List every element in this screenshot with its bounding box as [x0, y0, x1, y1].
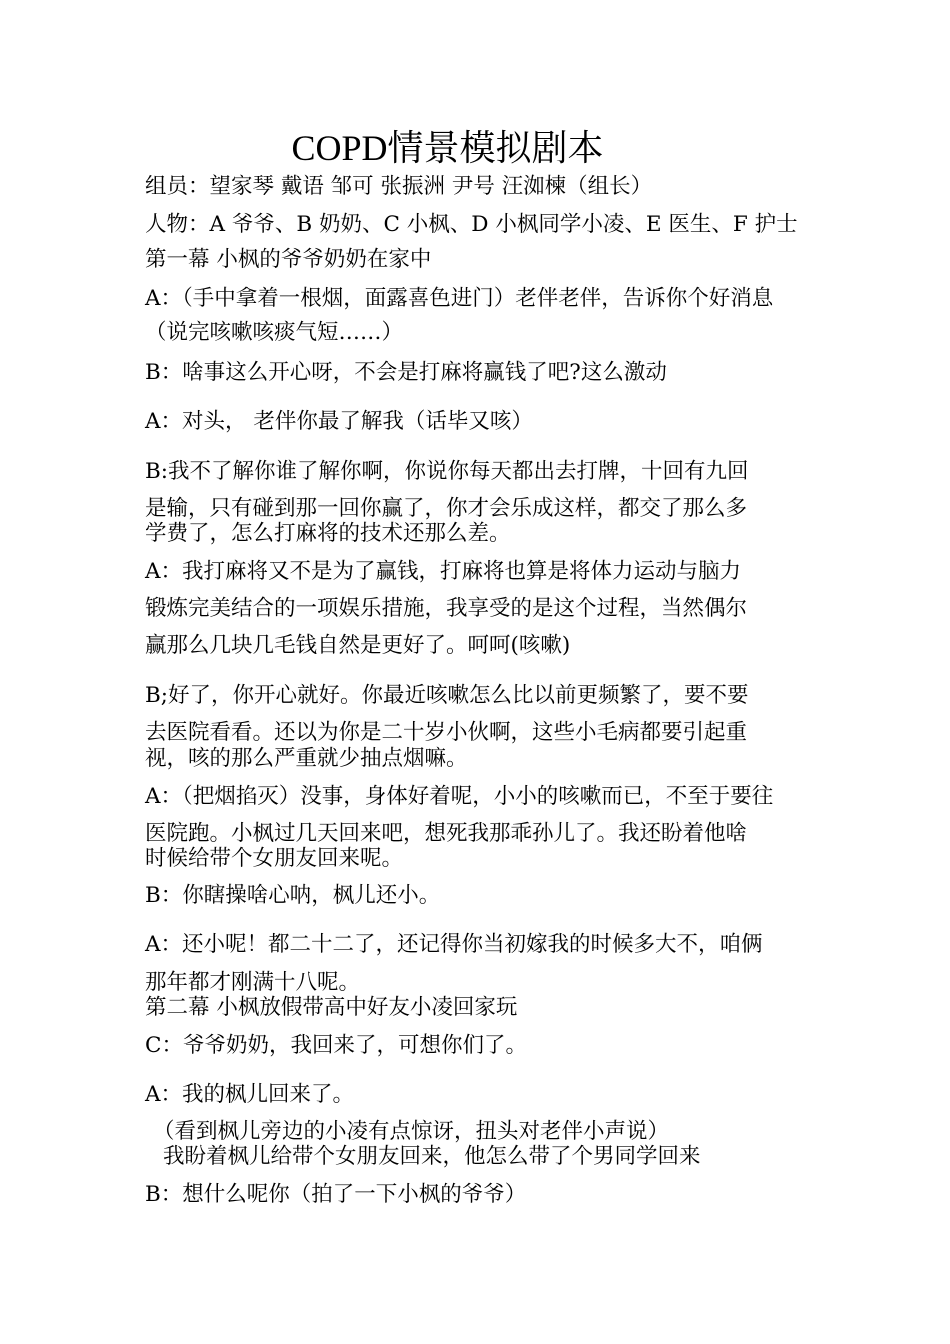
dialogue-line: A：还小呢！都二十二了，还记得你当初嫁我的时候多大不，咱俩 — [145, 932, 763, 957]
dialogue-line: 视，咳的那么严重就少抽点烟嘛。 — [145, 746, 468, 771]
dialogue-line: 赢那么几块几毛钱自然是更好了。呵呵(咳嗽) — [145, 633, 571, 658]
dialogue-line: A：（手中拿着一根烟，面露喜色进门）老伴老伴，告诉你个好消息 — [145, 286, 774, 311]
dialogue-line: 我盼着枫儿给带个女朋友回来，他怎么带了个男同学回来 — [163, 1144, 701, 1169]
act-two-heading: 第二幕 小枫放假带高中好友小凌回家玩 — [145, 995, 518, 1020]
dialogue-line: 医院跑。小枫过几天回来吧，想死我那乖孙儿了。我还盼着他啥 — [145, 821, 748, 846]
dialogue-line: （说完咳嗽咳痰气短……） — [145, 320, 404, 345]
dialogue-line: A：我的枫儿回来了。 — [145, 1082, 355, 1107]
dialogue-line: B：你瞎操啥心呐，枫儿还小。 — [145, 883, 441, 908]
dialogue-line: 那年都才刚满十八呢。 — [145, 970, 361, 995]
dialogue-line: 去医院看看。还以为你是二十岁小伙啊，这些小毛病都要引起重 — [145, 720, 748, 745]
dialogue-line: B;好了，你开心就好。你最近咳嗽怎么比以前更频繁了，要不要 — [145, 683, 749, 708]
dialogue-line: A：对头， 老伴你最了解我（话毕又咳） — [145, 409, 533, 434]
dialogue-line: 时候给带个女朋友回来呢。 — [145, 846, 404, 871]
dialogue-line: 学费了，怎么打麻将的技术还那么差。 — [145, 521, 511, 546]
dialogue-line: A：我打麻将又不是为了赢钱，打麻将也算是将体力运动与脑力 — [145, 559, 742, 584]
act-one-heading: 第一幕 小枫的爷爷奶奶在家中 — [145, 247, 432, 272]
dialogue-line: B：想什么呢你（拍了一下小枫的爷爷） — [145, 1182, 527, 1207]
dialogue-line: A：（把烟掐灭）没事，身体好着呢，小小的咳嗽而已，不至于要往 — [145, 784, 774, 809]
document-title: COPD情景模拟剧本 — [291, 128, 604, 168]
characters-line: 人物：A 爷爷、B 奶奶、C 小枫、D 小枫同学小凌、E 医生、F 护士 — [145, 212, 798, 237]
dialogue-line: C：爷爷奶奶，我回来了，可想你们了。 — [145, 1033, 527, 1058]
stage-direction: （看到枫儿旁边的小凌有点惊讶，扭头对老伴小声说） — [153, 1119, 670, 1144]
dialogue-line: 是输，只有碰到那一回你赢了，你才会乐成这样，都交了那么多 — [145, 496, 748, 521]
group-members-line: 组员：望家琴 戴语 邹可 张振洲 尹号 汪洳楝（组长） — [145, 174, 653, 199]
dialogue-line: 锻炼完美结合的一项娱乐措施，我享受的是这个过程，当然偶尔 — [145, 596, 748, 621]
dialogue-line: B：啥事这么开心呀，不会是打麻将赢钱了吧?这么激动 — [145, 360, 667, 385]
dialogue-line: B:我不了解你谁了解你啊，你说你每天都出去打牌，十回有九回 — [145, 459, 749, 484]
